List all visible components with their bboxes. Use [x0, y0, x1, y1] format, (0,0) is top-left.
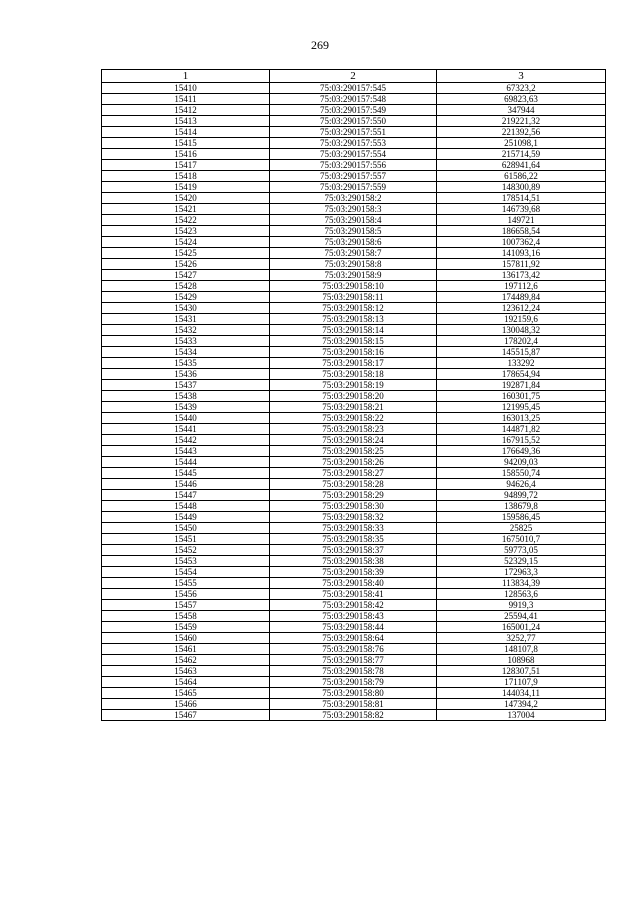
row-number-cell: 15445 — [102, 468, 270, 479]
value-cell: 9919,3 — [437, 600, 606, 611]
value-cell: 133292 — [437, 358, 606, 369]
row-number-cell: 15436 — [102, 369, 270, 380]
value-cell: 148300,89 — [437, 182, 606, 193]
cadastral-number-cell: 75:03:290158:13 — [270, 314, 437, 325]
table-row — [102, 314, 606, 325]
value-cell: 251098,1 — [437, 138, 606, 149]
table-row — [102, 589, 606, 600]
value-cell: 121995,45 — [437, 402, 606, 413]
column-header-1: 1 — [102, 70, 270, 83]
row-number-cell: 15416 — [102, 149, 270, 160]
row-number-cell: 15420 — [102, 193, 270, 204]
table-row — [102, 534, 606, 545]
table-row — [102, 127, 606, 138]
value-cell: 59773,05 — [437, 545, 606, 556]
row-number-cell: 15434 — [102, 347, 270, 358]
value-cell: 186658,54 — [437, 226, 606, 237]
row-number-cell: 15422 — [102, 215, 270, 226]
table-row — [102, 281, 606, 292]
cadastral-number-cell: 75:03:290157:548 — [270, 94, 437, 105]
value-cell: 67323,2 — [437, 83, 606, 94]
row-number-cell: 15413 — [102, 116, 270, 127]
table-row — [102, 490, 606, 501]
value-cell: 138679,8 — [437, 501, 606, 512]
row-number-cell: 15453 — [102, 556, 270, 567]
row-number-cell: 15428 — [102, 281, 270, 292]
row-number-cell: 15410 — [102, 83, 270, 94]
cadastral-number-cell: 75:03:290158:33 — [270, 523, 437, 534]
row-number-cell: 15424 — [102, 237, 270, 248]
row-number-cell: 15461 — [102, 644, 270, 655]
value-cell: 163013,25 — [437, 413, 606, 424]
value-cell: 628941,64 — [437, 160, 606, 171]
table-body — [102, 83, 606, 721]
row-number-cell: 15437 — [102, 380, 270, 391]
row-number-cell: 15457 — [102, 600, 270, 611]
value-cell: 128307,51 — [437, 666, 606, 677]
cadastral-number-cell: 75:03:290158:40 — [270, 578, 437, 589]
value-cell: 178654,94 — [437, 369, 606, 380]
cadastral-number-cell: 75:03:290158:78 — [270, 666, 437, 677]
cadastral-number-cell: 75:03:290158:30 — [270, 501, 437, 512]
row-number-cell: 15455 — [102, 578, 270, 589]
value-cell: 148107,8 — [437, 644, 606, 655]
table-row — [102, 303, 606, 314]
cadastral-number-cell: 75:03:290158:77 — [270, 655, 437, 666]
row-number-cell: 15441 — [102, 424, 270, 435]
cadastral-number-cell: 75:03:290158:81 — [270, 699, 437, 710]
cadastral-number-cell: 75:03:290158:19 — [270, 380, 437, 391]
cadastral-number-cell: 75:03:290158:23 — [270, 424, 437, 435]
value-cell: 159586,45 — [437, 512, 606, 523]
value-cell: 160301,75 — [437, 391, 606, 402]
row-number-cell: 15421 — [102, 204, 270, 215]
row-number-cell: 15423 — [102, 226, 270, 237]
cadastral-number-cell: 75:03:290158:38 — [270, 556, 437, 567]
row-number-cell: 15411 — [102, 94, 270, 105]
table-header-row — [102, 70, 606, 83]
value-cell: 197112,6 — [437, 281, 606, 292]
cadastral-number-cell: 75:03:290157:550 — [270, 116, 437, 127]
cadastral-number-cell: 75:03:290158:21 — [270, 402, 437, 413]
row-number-cell: 15442 — [102, 435, 270, 446]
value-cell: 192871,84 — [437, 380, 606, 391]
value-cell: 123612,24 — [437, 303, 606, 314]
table-row — [102, 116, 606, 127]
value-cell: 167915,52 — [437, 435, 606, 446]
cadastral-number-cell: 75:03:290158:64 — [270, 633, 437, 644]
table-row — [102, 479, 606, 490]
value-cell: 178202,4 — [437, 336, 606, 347]
table-row — [102, 545, 606, 556]
value-cell: 144871,82 — [437, 424, 606, 435]
cadastral-number-cell: 75:03:290158:10 — [270, 281, 437, 292]
table-row — [102, 226, 606, 237]
row-number-cell: 15466 — [102, 699, 270, 710]
table-row — [102, 369, 606, 380]
table-row — [102, 666, 606, 677]
cadastral-number-cell: 75:03:290158:32 — [270, 512, 437, 523]
cadastral-number-cell: 75:03:290157:551 — [270, 127, 437, 138]
row-number-cell: 15447 — [102, 490, 270, 501]
row-number-cell: 15440 — [102, 413, 270, 424]
value-cell: 215714,59 — [437, 149, 606, 160]
cadastral-number-cell: 75:03:290158:6 — [270, 237, 437, 248]
cadastral-number-cell: 75:03:290158:17 — [270, 358, 437, 369]
value-cell: 172963,3 — [437, 567, 606, 578]
row-number-cell: 15438 — [102, 391, 270, 402]
value-cell: 146739,68 — [437, 204, 606, 215]
row-number-cell: 15431 — [102, 314, 270, 325]
value-cell: 158550,74 — [437, 468, 606, 479]
cadastral-number-cell: 75:03:290158:42 — [270, 600, 437, 611]
table-row — [102, 380, 606, 391]
value-cell: 174489,84 — [437, 292, 606, 303]
table-row — [102, 468, 606, 479]
row-number-cell: 15432 — [102, 325, 270, 336]
row-number-cell: 15449 — [102, 512, 270, 523]
row-number-cell: 15460 — [102, 633, 270, 644]
table-row — [102, 655, 606, 666]
value-cell: 25594,41 — [437, 611, 606, 622]
table-row — [102, 325, 606, 336]
value-cell: 165001,24 — [437, 622, 606, 633]
value-cell: 3252,77 — [437, 633, 606, 644]
value-cell: 128563,6 — [437, 589, 606, 600]
cadastral-number-cell: 75:03:290158:27 — [270, 468, 437, 479]
row-number-cell: 15433 — [102, 336, 270, 347]
cadastral-number-cell: 75:03:290158:82 — [270, 710, 437, 721]
cadastral-number-cell: 75:03:290158:28 — [270, 479, 437, 490]
table-row — [102, 523, 606, 534]
row-number-cell: 15454 — [102, 567, 270, 578]
row-number-cell: 15419 — [102, 182, 270, 193]
value-cell: 61586,22 — [437, 171, 606, 182]
row-number-cell: 15412 — [102, 105, 270, 116]
table-row — [102, 215, 606, 226]
cadastral-number-cell: 75:03:290158:35 — [270, 534, 437, 545]
table-row — [102, 578, 606, 589]
table-row — [102, 182, 606, 193]
row-number-cell: 15418 — [102, 171, 270, 182]
table-row — [102, 622, 606, 633]
table-row — [102, 644, 606, 655]
value-cell: 347944 — [437, 105, 606, 116]
table-row — [102, 688, 606, 699]
cadastral-number-cell: 75:03:290158:3 — [270, 204, 437, 215]
cadastral-number-cell: 75:03:290158:8 — [270, 259, 437, 270]
value-cell: 192159,6 — [437, 314, 606, 325]
row-number-cell: 15448 — [102, 501, 270, 512]
value-cell: 130048,32 — [437, 325, 606, 336]
row-number-cell: 15425 — [102, 248, 270, 259]
cadastral-number-cell: 75:03:290158:11 — [270, 292, 437, 303]
row-number-cell: 15429 — [102, 292, 270, 303]
table-row — [102, 710, 606, 721]
table-row — [102, 512, 606, 523]
value-cell: 25825 — [437, 523, 606, 534]
column-header-2: 2 — [270, 70, 437, 83]
column-header-3: 3 — [437, 70, 606, 83]
value-cell: 221392,56 — [437, 127, 606, 138]
value-cell: 94626,4 — [437, 479, 606, 490]
cadastral-number-cell: 75:03:290158:12 — [270, 303, 437, 314]
row-number-cell: 15427 — [102, 270, 270, 281]
table-row — [102, 94, 606, 105]
table-row — [102, 457, 606, 468]
row-number-cell: 15452 — [102, 545, 270, 556]
row-number-cell: 15414 — [102, 127, 270, 138]
table-row — [102, 204, 606, 215]
value-cell: 113834,39 — [437, 578, 606, 589]
table-row — [102, 358, 606, 369]
row-number-cell: 15426 — [102, 259, 270, 270]
row-number-cell: 15417 — [102, 160, 270, 171]
table-row — [102, 611, 606, 622]
cadastral-number-cell: 75:03:290158:16 — [270, 347, 437, 358]
value-cell: 141093,16 — [437, 248, 606, 259]
value-cell: 94899,72 — [437, 490, 606, 501]
row-number-cell: 15458 — [102, 611, 270, 622]
table-row — [102, 435, 606, 446]
table-row — [102, 105, 606, 116]
cadastral-number-cell: 75:03:290158:9 — [270, 270, 437, 281]
cadastral-number-cell: 75:03:290158:22 — [270, 413, 437, 424]
cadastral-number-cell: 75:03:290158:24 — [270, 435, 437, 446]
value-cell: 144034,11 — [437, 688, 606, 699]
table-row — [102, 402, 606, 413]
cadastral-number-cell: 75:03:290158:76 — [270, 644, 437, 655]
table-row — [102, 336, 606, 347]
table-row — [102, 677, 606, 688]
table-row — [102, 501, 606, 512]
cadastral-number-cell: 75:03:290158:29 — [270, 490, 437, 501]
cadastral-number-cell: 75:03:290158:20 — [270, 391, 437, 402]
cadastral-number-cell: 75:03:290158:14 — [270, 325, 437, 336]
cadastral-number-cell: 75:03:290157:559 — [270, 182, 437, 193]
table-row — [102, 413, 606, 424]
cadastral-number-cell: 75:03:290158:4 — [270, 215, 437, 226]
cadastral-number-cell: 75:03:290158:41 — [270, 589, 437, 600]
table-row — [102, 193, 606, 204]
value-cell: 94209,03 — [437, 457, 606, 468]
cadastral-number-cell: 75:03:290158:5 — [270, 226, 437, 237]
value-cell: 69823,63 — [437, 94, 606, 105]
table-row — [102, 270, 606, 281]
table-row — [102, 556, 606, 567]
cadastral-number-cell: 75:03:290157:553 — [270, 138, 437, 149]
value-cell: 108968 — [437, 655, 606, 666]
cadastral-number-cell: 75:03:290158:15 — [270, 336, 437, 347]
value-cell: 1007362,4 — [437, 237, 606, 248]
table-row — [102, 633, 606, 644]
cadastral-number-cell: 75:03:290158:39 — [270, 567, 437, 578]
table-row — [102, 160, 606, 171]
value-cell: 178514,51 — [437, 193, 606, 204]
value-cell: 1675010,7 — [437, 534, 606, 545]
table-row — [102, 391, 606, 402]
row-number-cell: 15435 — [102, 358, 270, 369]
value-cell: 171107,9 — [437, 677, 606, 688]
table-row — [102, 292, 606, 303]
row-number-cell: 15464 — [102, 677, 270, 688]
table-row — [102, 237, 606, 248]
value-cell: 137004 — [437, 710, 606, 721]
cadastral-number-cell: 75:03:290158:26 — [270, 457, 437, 468]
cadastral-number-cell: 75:03:290158:7 — [270, 248, 437, 259]
row-number-cell: 15444 — [102, 457, 270, 468]
value-cell: 157811,92 — [437, 259, 606, 270]
table-row — [102, 446, 606, 457]
row-number-cell: 15459 — [102, 622, 270, 633]
value-cell: 176649,36 — [437, 446, 606, 457]
table-row — [102, 259, 606, 270]
table-row — [102, 699, 606, 710]
row-number-cell: 15450 — [102, 523, 270, 534]
cadastral-number-cell: 75:03:290158:79 — [270, 677, 437, 688]
value-cell: 149721 — [437, 215, 606, 226]
value-cell: 136173,42 — [437, 270, 606, 281]
cadastral-number-cell: 75:03:290158:44 — [270, 622, 437, 633]
table-row — [102, 424, 606, 435]
row-number-cell: 15415 — [102, 138, 270, 149]
page-number: 269 — [311, 38, 329, 52]
row-number-cell: 15465 — [102, 688, 270, 699]
cadastral-number-cell: 75:03:290157:557 — [270, 171, 437, 182]
table-row — [102, 248, 606, 259]
table-row — [102, 138, 606, 149]
cadastral-number-cell: 75:03:290158:25 — [270, 446, 437, 457]
row-number-cell: 15463 — [102, 666, 270, 677]
table-row — [102, 83, 606, 94]
cadastral-number-cell: 75:03:290157:549 — [270, 105, 437, 116]
cadastral-number-cell: 75:03:290157:556 — [270, 160, 437, 171]
cadastral-number-cell: 75:03:290158:37 — [270, 545, 437, 556]
row-number-cell: 15443 — [102, 446, 270, 457]
row-number-cell: 15446 — [102, 479, 270, 490]
value-cell: 219221,32 — [437, 116, 606, 127]
cadastral-table — [101, 69, 606, 721]
row-number-cell: 15430 — [102, 303, 270, 314]
value-cell: 145515,87 — [437, 347, 606, 358]
row-number-cell: 15451 — [102, 534, 270, 545]
value-cell: 52329,15 — [437, 556, 606, 567]
row-number-cell: 15462 — [102, 655, 270, 666]
cadastral-number-cell: 75:03:290158:80 — [270, 688, 437, 699]
table-row — [102, 149, 606, 160]
table-row — [102, 347, 606, 358]
cadastral-number-cell: 75:03:290158:43 — [270, 611, 437, 622]
value-cell: 147394,2 — [437, 699, 606, 710]
cadastral-number-cell: 75:03:290158:2 — [270, 193, 437, 204]
row-number-cell: 15456 — [102, 589, 270, 600]
cadastral-number-cell: 75:03:290157:545 — [270, 83, 437, 94]
table-row — [102, 600, 606, 611]
table-row — [102, 171, 606, 182]
row-number-cell: 15467 — [102, 710, 270, 721]
cadastral-number-cell: 75:03:290158:18 — [270, 369, 437, 380]
table-row — [102, 567, 606, 578]
row-number-cell: 15439 — [102, 402, 270, 413]
cadastral-number-cell: 75:03:290157:554 — [270, 149, 437, 160]
